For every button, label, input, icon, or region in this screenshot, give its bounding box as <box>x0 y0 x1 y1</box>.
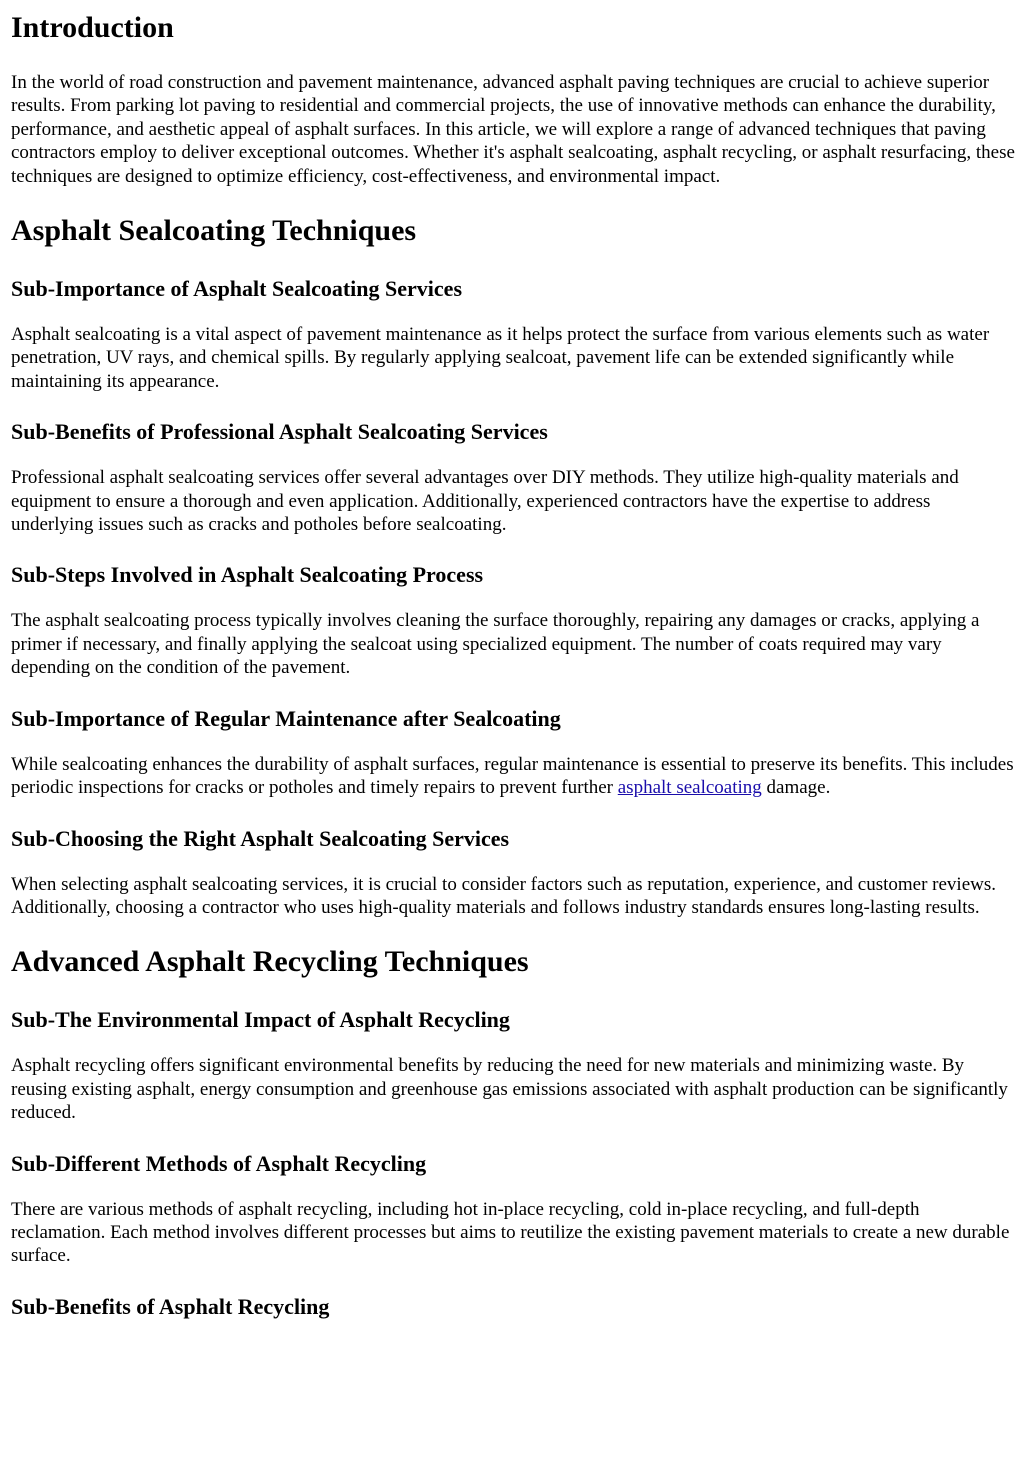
sealcoating-steps-heading: Sub-Steps Involved in Asphalt Sealcoating Process <box>11 562 484 588</box>
intro-heading: Introduction <box>11 11 174 44</box>
sealcoating-section-heading: Asphalt Sealcoating Techniques <box>11 214 417 248</box>
sealcoating-importance-paragraph: Asphalt sealcoating is a vital aspect of pavement maintenance as it helps protect the surface from various elements such as water penetration, UV rays, and chemical spills. By regularly applying sealcoat, pavement life can be extended significantly while maintaining its appearance. <box>11 324 990 392</box>
recycling-environment-heading: Sub-The Environmental Impact of Asphalt Recycling <box>11 1007 510 1033</box>
maintenance-text-before: While sealcoating enhances the durability of asphalt surfaces, regular maintenance is essential to preserve its benefits. This includes periodic inspections for cracks or potholes and timely repairs to prevent further <box>11 753 1014 799</box>
sealcoating-benefits-paragraph: Professional asphalt sealcoating services offer several advantages over DIY methods. They utilize high-quality materials and equipment to ensure a thorough and even application. Additionally, experienced contractors have the expertise to address underlying issues such as cracks and potholes before sealcoating. <box>11 467 959 536</box>
sealcoating-steps-paragraph: The asphalt sealcoating process typically involves cleaning the surface thoroughly, repairing any damages or cracks, applying a primer if necessary, and finally applying the sealcoat using specialized equipment. The number of coats required may vary depending on the condition of the pavement. <box>11 610 980 679</box>
recycling-section-heading: Advanced Asphalt Recycling Techniques <box>11 945 529 979</box>
recycling-benefits-heading: Sub-Benefits of Asphalt Recycling <box>11 1293 330 1319</box>
recycling-methods-heading: Sub-Different Methods of Asphalt Recycling <box>11 1150 427 1176</box>
sealcoating-benefits-heading: Sub-Benefits of Professional Asphalt Sealcoating Services <box>11 419 548 445</box>
sealcoating-maintenance-paragraph <box>11 753 1016 800</box>
sealcoating-importance-heading: Sub-Importance of Asphalt Sealcoating Services <box>11 276 462 302</box>
sealcoating-maintenance-heading: Sub-Importance of Regular Maintenance after Sealcoating <box>11 705 561 731</box>
recycling-environment-paragraph: Asphalt recycling offers significant environmental benefits by reducing the need for new materials and minimizing waste. By reusing existing asphalt, energy consumption and greenhouse gas emissions associated with asphalt production can be significantly reduced. <box>11 1055 1008 1124</box>
maintenance-text-after: damage. <box>761 777 831 799</box>
sealcoating-choosing-heading: Sub-Choosing the Right Asphalt Sealcoating Services <box>11 825 510 851</box>
recycling-methods-paragraph: There are various methods of asphalt recycling, including hot in-place recycling, cold in-place recycling, and full-depth reclamation. Each method involves different processes but aims to reutilize the existing pavement materials to create a new durable surface. <box>11 1198 1010 1267</box>
intro-paragraph: In the world of road construction and pavement maintenance, advanced asphalt paving techniques are crucial to achieve superior results. From parking lot paving to residential and commercial projects, the use of innovative methods can enhance the durability, performance, and aesthetic appeal of asphalt surfaces. In this article, we will explore a range of advanced techniques that paving contractors employ to deliver exceptional outcomes. Whether it's asphalt sealcoating, asphalt recycling, or asphalt resurfacing, these techniques are designed to optimize efficiency, cost-effectiveness, and environmental impact. <box>11 72 1015 187</box>
sealcoating-choosing-paragraph: When selecting asphalt sealcoating services, it is crucial to consider factors such as reputation, experience, and customer reviews. Additionally, choosing a contractor who uses high-quality materials and follows industry standards ensures long-lasting results. <box>11 873 996 918</box>
asphalt-sealcoating-link[interactable]: asphalt sealcoating <box>617 777 762 799</box>
